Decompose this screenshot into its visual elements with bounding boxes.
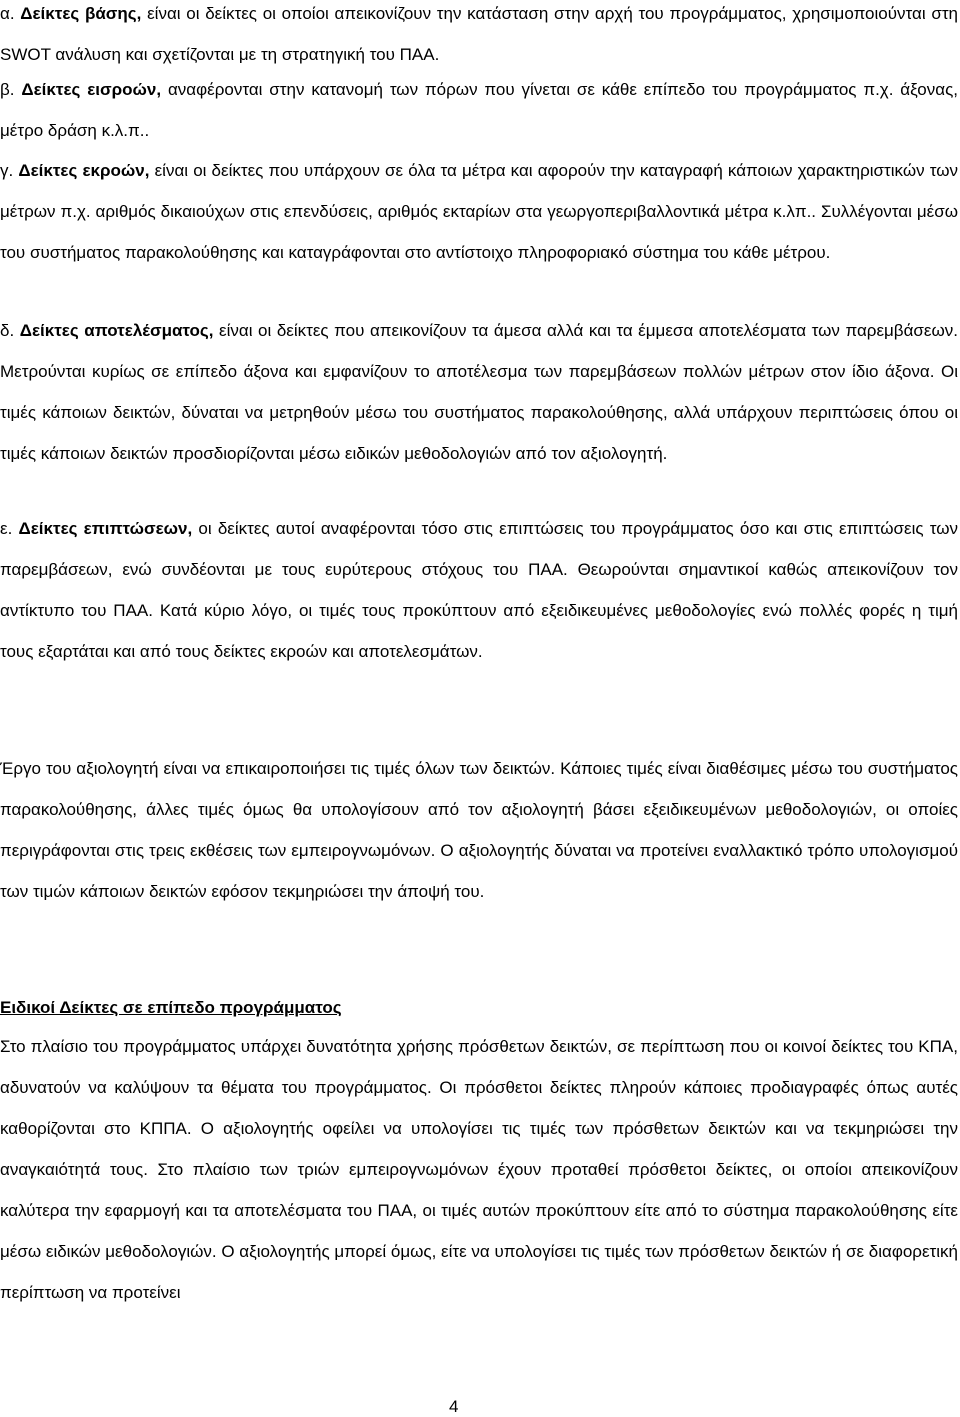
item-term: Δείκτες αποτελέσματος, — [19, 321, 214, 340]
item-text: είναι οι δείκτες που υπάρχουν σε όλα τα μέτρα και αφορούν την καταγραφή κάποιων χαρακτηριστικών των μέτρων π.χ. αριθμός δικαιούχων στις επενδύσεις, αριθμός εκταρίων στα γεωργοπεριβαλλοντικά μέτρα κ.λπ.. Συλλέγονται μέσω του συστήματος παρακολούθησης και καταγράφονται στο αντίστοιχο πληροφοριακό σύστημα του κάθε μέτρου. — [0, 161, 958, 262]
item-prefix: α. — [0, 4, 21, 23]
indicator-item-a — [0, 0, 958, 75]
item-text: οι δείκτες αυτοί αναφέρονται τόσο στις επιπτώσεις του προγράμματος όσο και στις επιπτώσεις των παρεμβάσεων, ενώ συνδέονται με τους ευρύτερους στόχους του ΠΑΑ. Θεωρούνται σημαντικοί καθώς απεικονίζουν τον αντίκτυπο του ΠΑΑ. Κατά κύριο λόγο, οι τιμές τους προκύπτουν από εξειδικευμένες μεθοδολογίες ενώ πολλές φορές η τιμή τους εξαρτάται και από τους δείκτες εκροών και αποτελεσμάτων. — [0, 519, 959, 661]
item-term: Δείκτες βάσης, — [20, 4, 142, 23]
item-term: Δείκτες επιπτώσεων, — [18, 519, 193, 538]
item-text: είναι οι δείκτες οι οποίοι απεικονίζουν την κατάσταση στην αρχή του προγράμματος, χρησιμοποιούνται στη SWOT ανάλυση και σχετίζονται με τη στρατηγική του ΠΑΑ. — [0, 4, 958, 64]
indicator-item-c — [0, 150, 958, 273]
item-prefix: γ. — [0, 161, 19, 180]
page-number: 4 — [449, 1397, 459, 1416]
item-prefix: ε. — [0, 519, 19, 538]
indicator-item-e — [0, 508, 958, 672]
section-paragraph: Στο πλαίσιο του προγράμματος υπάρχει δυνατότητα χρήσης πρόσθετων δεικτών, σε περίπτωση που οι κοινοί δείκτες του ΚΠΑ, αδυνατούν να καλύψουν τα θέματα του προγράμματος. Οι πρόσθετοι δείκτες πληρούν κάποιες προδιαγραφές όπως αυτές καθορίζονται στο ΚΠΠΑ. Ο αξιολογητής οφείλει να υπολογίσει τις τιμές των πρόσθετων δεικτών και να τεκμηριώσει την αναγκαιότητά τους. Στο πλαίσιο των τριών εμπειρογνωμόνων έχουν προταθεί πρόσθετοι δείκτες, οι οποίοι απεικονίζουν καλύτερα την εφαρμογή και τα αποτελέσματα του ΠΑΑ, οι τιμές αυτών προκύπτουν είτε από το σύστημα παρακολούθησης είτε μέσω ειδικών μεθοδολογιών. Ο αξιολογητής μπορεί όμως, είτε να υπολογίσει τις τιμές των πρόσθετων δεικτών ή σε διαφορετική περίπτωση να προτείνει — [0, 1037, 958, 1302]
item-term: Δείκτες εισροών, — [21, 80, 162, 99]
item-text: αναφέρονται στην κατανομή των πόρων που γίνεται σε κάθε επίπεδο του προγράμματος π.χ. άξονας, μέτρο δράση κ.λ.π.. — [0, 80, 958, 140]
indicator-item-d — [0, 310, 958, 474]
evaluator-paragraph: Έργο του αξιολογητή είναι να επικαιροποιήσει τις τιμές όλων των δεικτών. Κάποιες τιμές είναι διαθέσιμες μέσω του συστήματος παρακολούθησης, άλλες τιμές όμως θα υπολογίσουν από τον αξιολογητή βάσει εξειδικευμένων μεθοδολογιών, οι οποίες περιγράφονται στις τρεις εκθέσεις των εμπειρογνωμόνων. Ο αξιολογητής δύναται να προτείνει εναλλακτικό τρόπο υπολογισμού των τιμών κάποιων δεικτών εφόσον τεκμηριώσει την άποψή του. — [0, 759, 958, 901]
item-prefix: β. — [0, 80, 22, 99]
item-text: είναι οι δείκτες που απεικονίζουν τα άμεσα αλλά και τα έμμεσα αποτελέσματα των παρεμβάσεων. Μετρούνται κυρίως σε επίπεδο άξονα και εμφανίζουν το αποτέλεσμα των παρεμβάσεων πολλών μέτρων στον ίδιο άξονα. Οι τιμές κάποιων δεικτών, δύναται να μετρηθούν μέσω του συστήματος παρακολούθησης, αλλά υπάρχουν περιπτώσεις όπου οι τιμές κάποιων δεικτών προσδιορίζονται μέσω ειδικών μεθοδολογιών από τον αξιολογητή. — [0, 321, 958, 463]
item-prefix: δ. — [0, 321, 20, 340]
section-heading: Ειδικοί Δείκτες σε επίπεδο προγράμματος — [0, 998, 342, 1017]
indicator-item-b — [0, 69, 958, 151]
item-term: Δείκτες εκροών, — [18, 161, 150, 180]
